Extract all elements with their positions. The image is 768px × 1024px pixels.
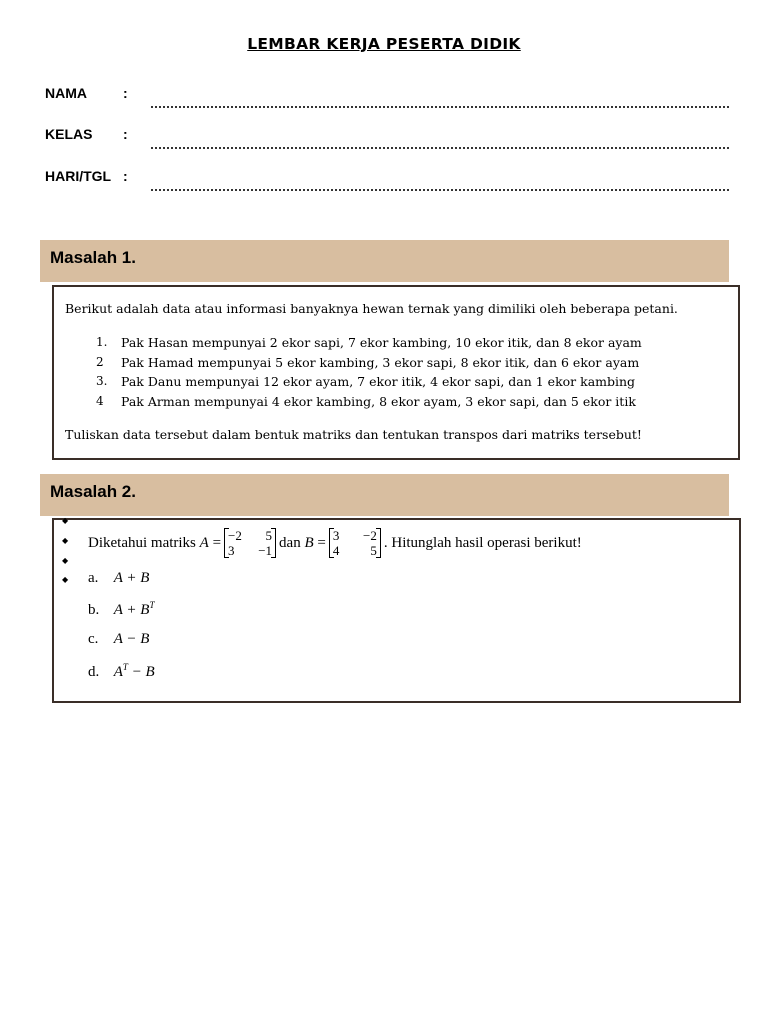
matrix-cell: 4: [332, 543, 340, 558]
field-label: HARI/TGL: [45, 168, 112, 184]
matrix-cell: 5: [265, 528, 273, 543]
matrix-b: [329, 528, 381, 558]
matrix-cell: 3: [332, 528, 340, 543]
list-number: 3.: [96, 374, 108, 388]
matrix-statement: [88, 528, 582, 558]
transpose-sup: T: [122, 662, 128, 672]
fill-line[interactable]: [151, 147, 729, 149]
problem-intro: Berikut adalah data atau informasi banyaknya hewan ternak yang dimiliki oleh beberapa petani.: [65, 301, 678, 316]
field-colon: :: [123, 85, 128, 101]
field-label: KELAS: [45, 126, 93, 142]
operation-item: [88, 600, 154, 619]
intro-prefix: Diketahui matriks: [88, 534, 196, 551]
operation-letter: a.: [88, 570, 99, 586]
matrix-a: [224, 528, 276, 558]
masalah-1-box: [52, 285, 740, 460]
matrix-b-name: B: [304, 534, 314, 551]
operation-item: [88, 631, 149, 648]
problem-instruction: Tuliskan data tersebut dalam bentuk matriks dan tentukan transpos dari matriks tersebut!: [65, 427, 642, 442]
field-label: NAMA: [45, 85, 87, 101]
operation-expr: A − B: [113, 631, 150, 647]
section-heading: Masalah 1.: [50, 248, 136, 267]
field-colon: :: [123, 168, 128, 184]
section-heading: Masalah 2.: [50, 482, 136, 501]
masalah-1-header: [40, 240, 729, 282]
bullet-icon: ◆: [62, 556, 69, 565]
list-number: 1.: [96, 335, 108, 349]
dan-word: dan: [279, 534, 301, 551]
matrix-cell: −2: [363, 528, 377, 543]
matrix-cell: 5: [370, 543, 377, 558]
bullet-icon: ◆: [62, 575, 69, 584]
list-text: Pak Hamad mempunyai 5 ekor kambing, 3 ekor sapi, 8 ekor itik, dan 6 ekor ayam: [121, 354, 640, 370]
matrix-a-name: A: [199, 534, 209, 551]
operation-item: [88, 662, 155, 681]
masalah-2-header: [40, 474, 729, 516]
list-text: Pak Hasan mempunyai 2 ekor sapi, 7 ekor kambing, 10 ekor itik, dan 8 ekor ayam: [121, 335, 642, 350]
page-title: LEMBAR KERJA PESERTA DIDIK: [247, 35, 521, 53]
kelas-field[interactable]: [45, 126, 729, 150]
operation-expr: A: [113, 664, 123, 680]
fill-line[interactable]: [151, 106, 729, 108]
equals-sign: =: [317, 534, 326, 551]
transpose-sup: T: [149, 600, 155, 610]
operation-tail: − B: [127, 664, 155, 680]
nama-field[interactable]: [45, 85, 729, 109]
operation-expr: A + B: [113, 570, 150, 586]
operation-letter: b.: [88, 602, 100, 618]
list-text: Pak Danu mempunyai 12 ekor ayam, 7 ekor itik, 4 ekor sapi, dan 1 ekor kambing: [121, 374, 636, 389]
operation-item: [88, 570, 149, 587]
bullet-icon: ◆: [62, 516, 69, 525]
matrix-cell: −1: [258, 543, 273, 558]
operation-letter: c.: [88, 631, 99, 647]
list-text: Pak Arman mempunyai 4 ekor kambing, 8 ekor ayam, 3 ekor sapi, dan 5 ekor itik: [121, 393, 636, 409]
hari-tgl-field[interactable]: [45, 168, 729, 192]
operation-letter: d.: [88, 664, 100, 680]
field-colon: :: [123, 126, 128, 142]
intro-suffix: . Hitunglah hasil operasi berikut!: [383, 534, 582, 551]
operation-expr: A + B: [113, 602, 150, 618]
bullet-icon: ◆: [62, 536, 69, 545]
list-number: 4: [96, 393, 104, 408]
fill-line[interactable]: [151, 189, 729, 191]
matrix-cell: 3: [228, 543, 235, 558]
list-number: 2: [96, 354, 104, 369]
equals-sign: =: [212, 534, 222, 551]
matrix-cell: −2: [228, 528, 242, 543]
